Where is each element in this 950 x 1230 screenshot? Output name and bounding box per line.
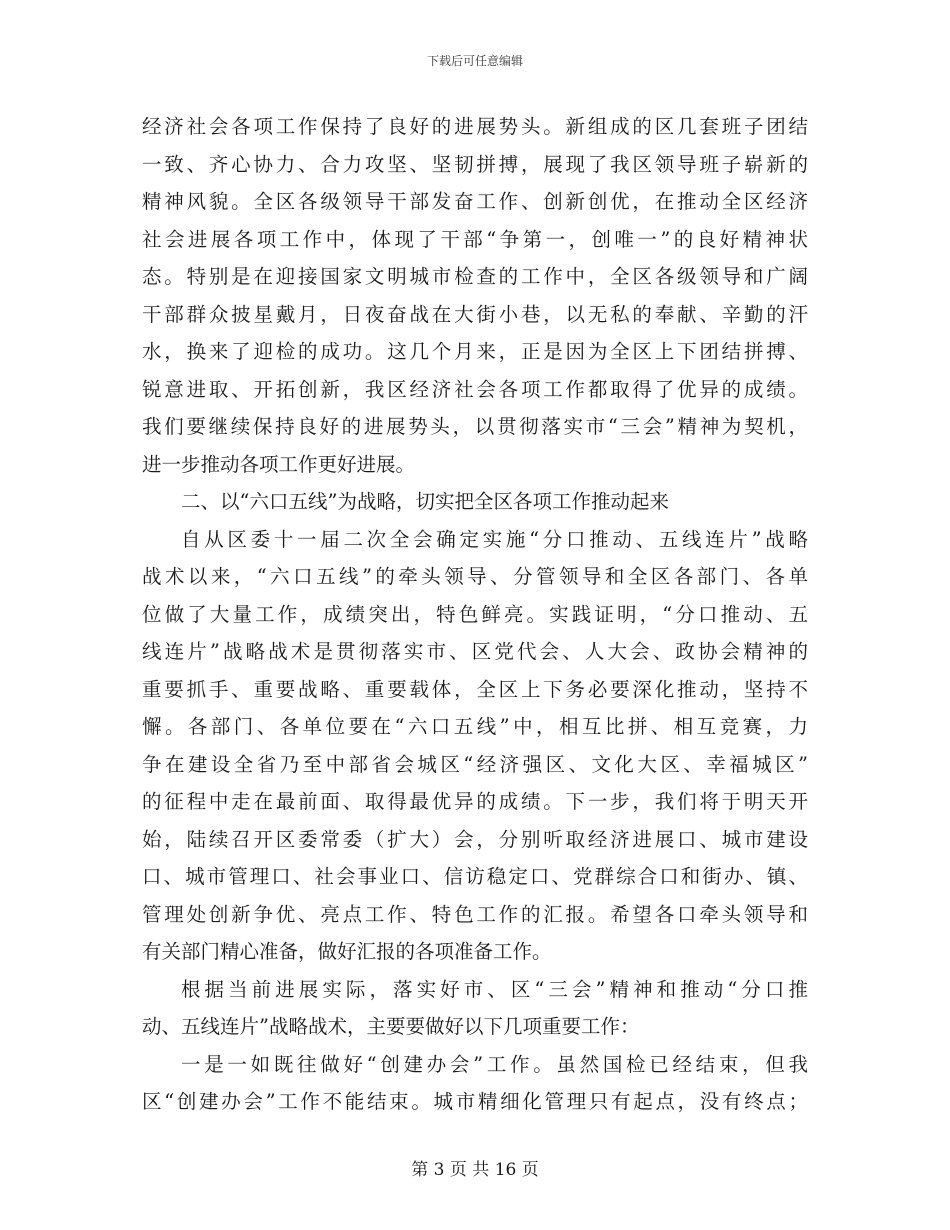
text-line: 水，换来了迎检的成功。这几个月来，正是因为全区上下团结拼搏、 — [142, 340, 808, 363]
document-body — [142, 108, 808, 1121]
text-line: 一是一如既往做好“创建办会”工作。虽然国检已经结束，但我 — [181, 1052, 808, 1076]
text-line: 始，陆续召开区委常委（扩大）会，分别听取经济进展口、城市建设 — [142, 827, 808, 851]
text-line: 位做了大量工作，成绩突出，特色鲜亮。实践证明，“分口推动、五 — [142, 602, 808, 626]
text-line: 口、城市管理口、社会事业口、信访稳定口、党群综合口和街办、镇、 — [142, 865, 808, 888]
text-line: 锐意进取、开拓创新，我区经济社会各项工作都取得了优异的成绩。 — [142, 377, 808, 401]
text-line: 区“创建办会”工作不能结束。城市精细化管理只有起点，没有终点； — [142, 1090, 808, 1113]
text-line: 线连片”战略战术是贯彻落实市、区党代会、人大会、政协会精神的 — [142, 640, 808, 663]
text-line: 有关部门精心准备，做好汇报的各项准备工作。 — [142, 940, 552, 963]
text-line: 懈。各部门、各单位要在“六口五线”中，相互比拼、相互竞赛，力 — [142, 715, 808, 738]
text-line: 经济社会各项工作保持了良好的进展势头。新组成的区几套班子团结 — [142, 115, 808, 138]
text-line: 态。特别是在迎接国家文明城市检查的工作中，全区各级领导和广阔 — [142, 265, 808, 288]
page-header: 下载后可任意编辑 — [426, 54, 523, 68]
text-line: 二、以“六口五线”为战略，切实把全区各项工作推动起来 — [181, 490, 669, 513]
text-line: 自从区委十一届二次全会确定实施“分口推动、五线连片”战略 — [181, 527, 808, 551]
page-footer: 第 3 页 共 16 页 — [411, 1160, 539, 1180]
text-line: 战术以来，“六口五线”的牵头领导、分管领导和全区各部门、各单 — [142, 565, 808, 588]
text-line: 进一步推动各项工作更好进展。 — [142, 452, 416, 476]
text-line: 管理处创新争优、亮点工作、特色工作的汇报。希望各口牵头领导和 — [142, 902, 808, 926]
text-line: 社会进展各项工作中，体现了干部“争第一，创唯一”的良好精神状 — [142, 227, 808, 251]
text-line: 干部群众披星戴月，日夜奋战在大街小巷，以无私的奉献、辛勤的汗 — [142, 302, 808, 326]
text-line: 的征程中走在最前面、取得最优异的成绩。下一步，我们将于明天开 — [142, 790, 808, 813]
text-line: 重要抓手、重要战略、重要载体，全区上下务必要深化推动，坚持不 — [142, 677, 808, 701]
text-line: 动、五线连片”战略战术，主要要做好以下几项重要工作： — [142, 1015, 640, 1038]
text-line: 争在建设全省乃至中部省会城区“经济强区、文化大区、幸福城区” — [142, 752, 808, 776]
text-line: 一致、齐心协力、合力攻坚、坚韧拼搏，展现了我区领导班子崭新的 — [142, 152, 808, 176]
text-line: 根据当前进展实际，落实好市、区“三会”精神和推动“分口推 — [181, 977, 808, 1001]
text-line: 精神风貌。全区各级领导干部发奋工作、创新创优，在推动全区经济 — [142, 190, 808, 213]
text-line: 我们要继续保持良好的进展势头，以贯彻落实市“三会”精神为契机， — [142, 415, 808, 438]
